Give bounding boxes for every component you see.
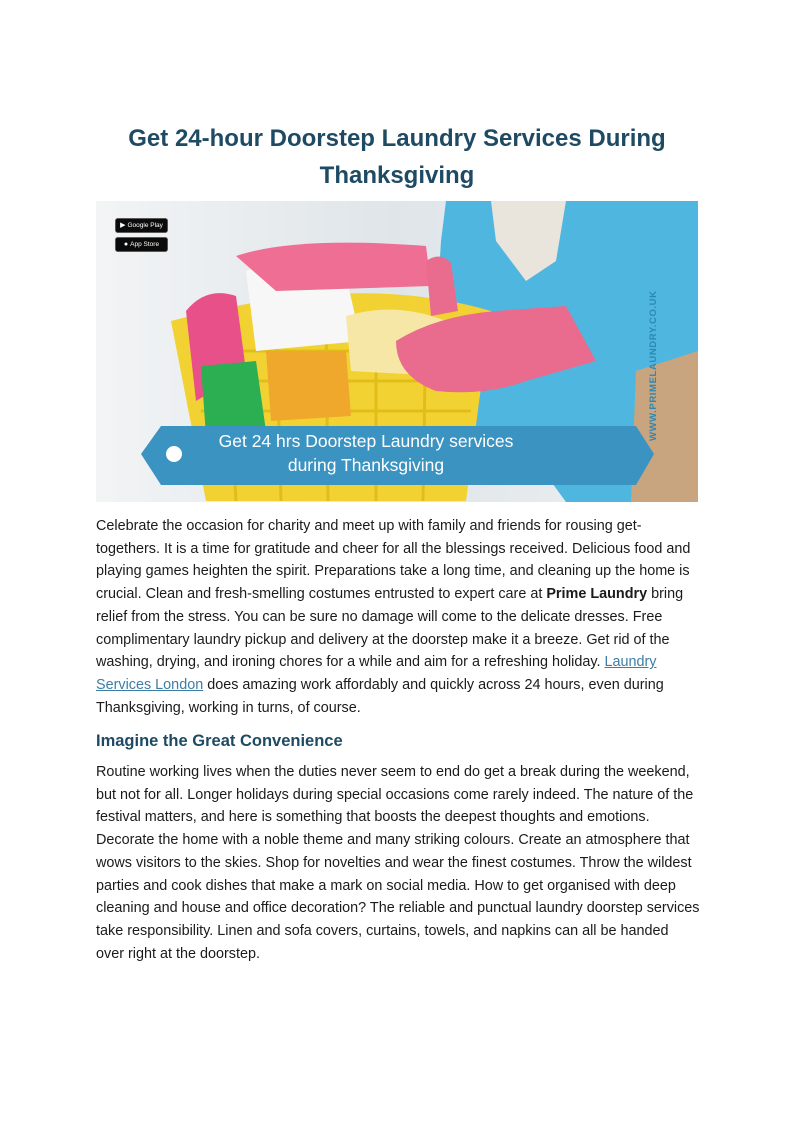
hero-image [96,201,698,502]
brand-name: Prime Laundry [546,586,648,603]
convenience-paragraph: Routine working lives when the duties never seem to end do get a break during the weekend, but not for all. Longer holidays during special occasions come rarely indeed. The nature of the festival matters, and here is something that boosts the deepest thoughts and emotions. Decorate the home with a noble theme and many striking colours. Create an atmosphere that wows visitors to the skies. Shop for novelties and wear the finest costumes. Throw the wildest parties and cook dishes that make a mark on social media. How to get organised with deep cleaning and house and office decoration? The reliable and punctual laundry doorstep services take responsibility. Linen and sofa covers, curtains, towels, and napkins can all be handed over right at the doorstep. [96,764,700,962]
page-title: Get 24-hour Doorstep Laundry Services During Thanksgiving [128,125,666,189]
app-store-badge[interactable]: ● App Store [115,237,168,252]
vertical-website-url: WWW.PRIMELAUNDRY.CO.UK [648,290,659,441]
banner-line-2: during Thanksgiving [287,455,445,475]
google-play-badge[interactable]: ▶ Google Play [115,218,168,233]
hero-banner [196,429,536,477]
section-heading: Imagine the Great Convenience [96,732,343,750]
banner-line-1: Get 24 hrs Doorstep Laundry services [218,431,514,451]
google-play-icon: ▶ [120,222,126,229]
apple-icon: ● [123,241,129,248]
intro-paragraph: Celebrate the occasion for charity and meet up with family and friends for rousing get-togethers. It is a time for gratitude and cheer for all the blessings received. Delicious food and playing games heighten the spirit. Preparations take a long time, and cleaning up the home is crucial. Clean and fresh-smelling costumes entrusted to expert care at Prime Laundry bring relief from the stress. You can be sure no damage will come to the delicate dresses. Free complimentary laundry pickup and delivery at the doorstep make it a breeze. Get rid of the washing, drying, and ironing chores for a while and aim for a refreshing holiday. Laundry Services London does amazing work affordably and quickly across 24 hours, even during Thanksgiving, working in turns, of course. [96,518,691,716]
laundry-services-london-link[interactable]: Laundry Services London [96,654,657,693]
